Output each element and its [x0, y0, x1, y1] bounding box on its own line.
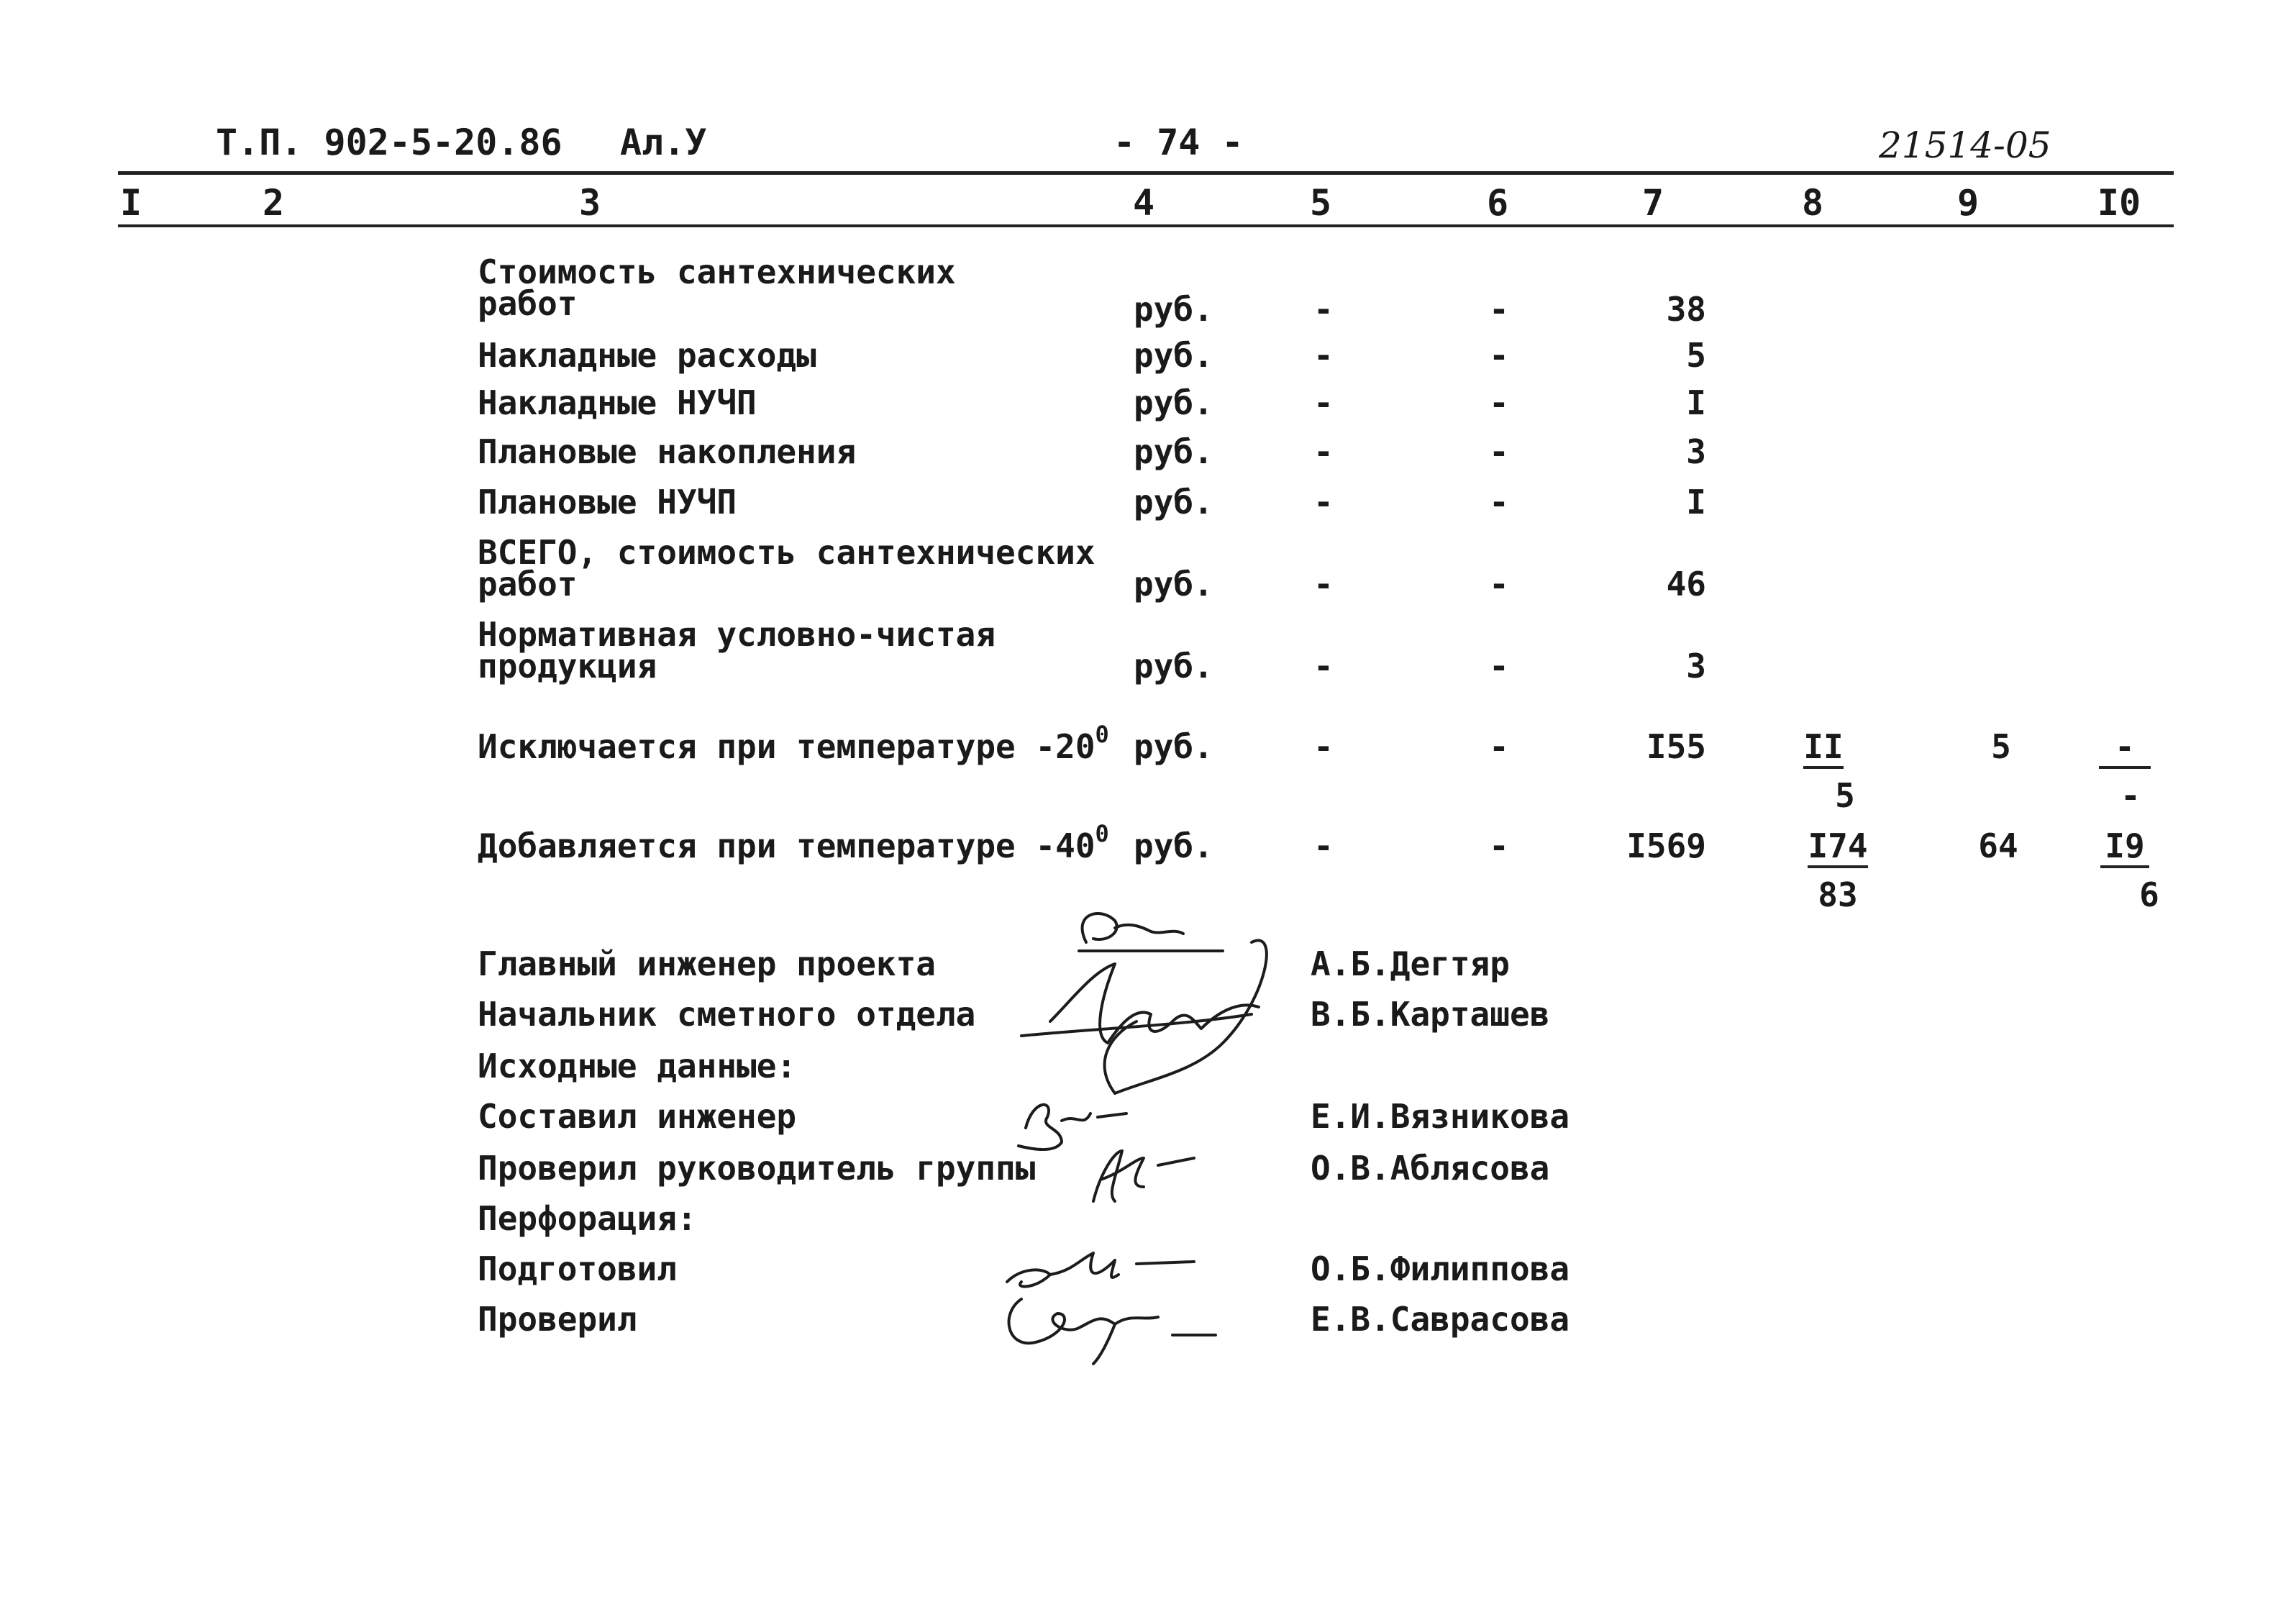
row-col7: 5	[1686, 336, 1706, 375]
row-label	[478, 820, 1109, 865]
column-header-8: 8	[1801, 182, 1824, 224]
header-top-rule	[118, 171, 2174, 175]
row-unit: руб.	[1134, 647, 1213, 685]
row-label-text: Добавляется при температуре -40	[478, 826, 1095, 865]
row-col6: -	[1489, 647, 1509, 685]
column-header-10: I0	[2097, 182, 2141, 224]
inventory-number: 21514-05	[1879, 124, 2051, 166]
row-col9: 64	[1978, 826, 2018, 865]
header-bottom-rule	[118, 224, 2174, 227]
signature-name: В.Б.Карташев	[1311, 995, 1550, 1034]
row-label-cont: продукция	[478, 647, 657, 685]
row-col6: -	[1489, 432, 1509, 471]
row-col7: 3	[1686, 432, 1706, 471]
row-col8-numerator: I74	[1808, 826, 1867, 868]
row-label: Накладные расходы	[478, 336, 816, 375]
signature-name: О.Б.Филиппова	[1311, 1249, 1570, 1288]
row-unit: руб.	[1134, 290, 1213, 329]
signature-checker-icon	[993, 1285, 1230, 1371]
row-label: Нормативная условно-чистая	[478, 615, 996, 654]
page-number: - 74 -	[1113, 122, 1244, 163]
row-label: Плановые накопления	[478, 432, 857, 471]
column-header-7: 7	[1641, 182, 1664, 224]
row-label-cont: работ	[478, 565, 578, 603]
row-unit: руб.	[1134, 826, 1213, 865]
document-code: Т.П. 902-5-20.86	[216, 122, 562, 163]
row-unit: руб.	[1134, 483, 1213, 521]
row-col6: -	[1489, 336, 1509, 375]
degree-sign: 0	[1095, 721, 1109, 748]
row-col10-numerator: -	[2099, 727, 2151, 769]
row-col8-denominator: 83	[1818, 875, 1858, 914]
row-col7: 46	[1666, 565, 1706, 603]
row-col5: -	[1313, 826, 1334, 865]
row-unit: руб.	[1134, 727, 1213, 766]
column-header-4: 4	[1132, 182, 1155, 224]
row-col5: -	[1313, 483, 1334, 521]
row-col6: -	[1489, 290, 1509, 329]
row-col5: -	[1313, 432, 1334, 471]
row-label-text: Исключается при температуре -20	[478, 727, 1095, 766]
row-col10-numerator: I9	[2100, 826, 2149, 868]
row-col5: -	[1313, 290, 1334, 329]
column-header-1: I	[119, 182, 142, 224]
row-col5: -	[1313, 383, 1334, 422]
degree-sign: 0	[1095, 820, 1109, 847]
signature-role: Начальник сметного отдела	[478, 995, 976, 1034]
signature-name: Е.И.Вязникова	[1311, 1097, 1570, 1136]
row-col7: 38	[1666, 290, 1706, 329]
signature-role: Проверил	[478, 1300, 637, 1339]
row-label-cont: работ	[478, 284, 578, 323]
row-col5: -	[1313, 727, 1334, 766]
row-col6: -	[1489, 383, 1509, 422]
signature-estimate-head-icon	[1007, 957, 1309, 1101]
column-header-2: 2	[262, 182, 285, 224]
row-col6: -	[1489, 727, 1509, 766]
row-label: Стоимость сантехнических	[478, 252, 956, 291]
row-unit: руб.	[1134, 336, 1213, 375]
row-col7: I55	[1646, 727, 1706, 766]
row-col7: 3	[1686, 647, 1706, 685]
row-col8-numerator: II	[1803, 727, 1843, 769]
signature-name: Е.В.Саврасова	[1311, 1300, 1570, 1339]
column-header-9: 9	[1956, 182, 1980, 224]
signature-name: А.Б.Дегтяр	[1311, 944, 1510, 983]
row-col5: -	[1313, 565, 1334, 603]
row-col7: I569	[1626, 826, 1706, 865]
row-col6: -	[1489, 826, 1509, 865]
row-label	[478, 721, 1109, 766]
row-col6: -	[1489, 565, 1509, 603]
column-header-3: 3	[578, 182, 601, 224]
row-unit: руб.	[1134, 432, 1213, 471]
signature-role: Проверил руководитель группы	[478, 1149, 1036, 1188]
row-unit: руб.	[1134, 383, 1213, 422]
row-col7: I	[1686, 383, 1706, 422]
album-number: Ал.У	[620, 122, 707, 163]
row-label: Накладные НУЧП	[478, 383, 757, 422]
row-label: Плановые НУЧП	[478, 483, 737, 521]
signature-role: Составил инженер	[478, 1097, 797, 1136]
signature-section-label: Исходные данные:	[478, 1047, 797, 1085]
row-col10-denominator: -	[2120, 776, 2141, 815]
row-col8-denominator: 5	[1835, 776, 1855, 815]
row-col10-denominator: 6	[2139, 875, 2159, 914]
row-label: ВСЕГО, стоимость сантехнических	[478, 533, 1095, 572]
row-col5: -	[1313, 336, 1334, 375]
signature-section-label: Перфорация:	[478, 1199, 697, 1238]
signature-group-lead-icon	[1079, 1137, 1223, 1216]
row-col7: I	[1686, 483, 1706, 521]
row-unit: руб.	[1134, 565, 1213, 603]
signature-role: Главный инженер проекта	[478, 944, 936, 983]
column-header-6: 6	[1486, 182, 1509, 224]
signature-role: Подготовил	[478, 1249, 677, 1288]
row-col9: 5	[1991, 727, 2011, 766]
row-col5: -	[1313, 647, 1334, 685]
row-col6: -	[1489, 483, 1509, 521]
column-header-5: 5	[1309, 182, 1332, 224]
signature-name: О.В.Аблясова	[1311, 1149, 1550, 1188]
